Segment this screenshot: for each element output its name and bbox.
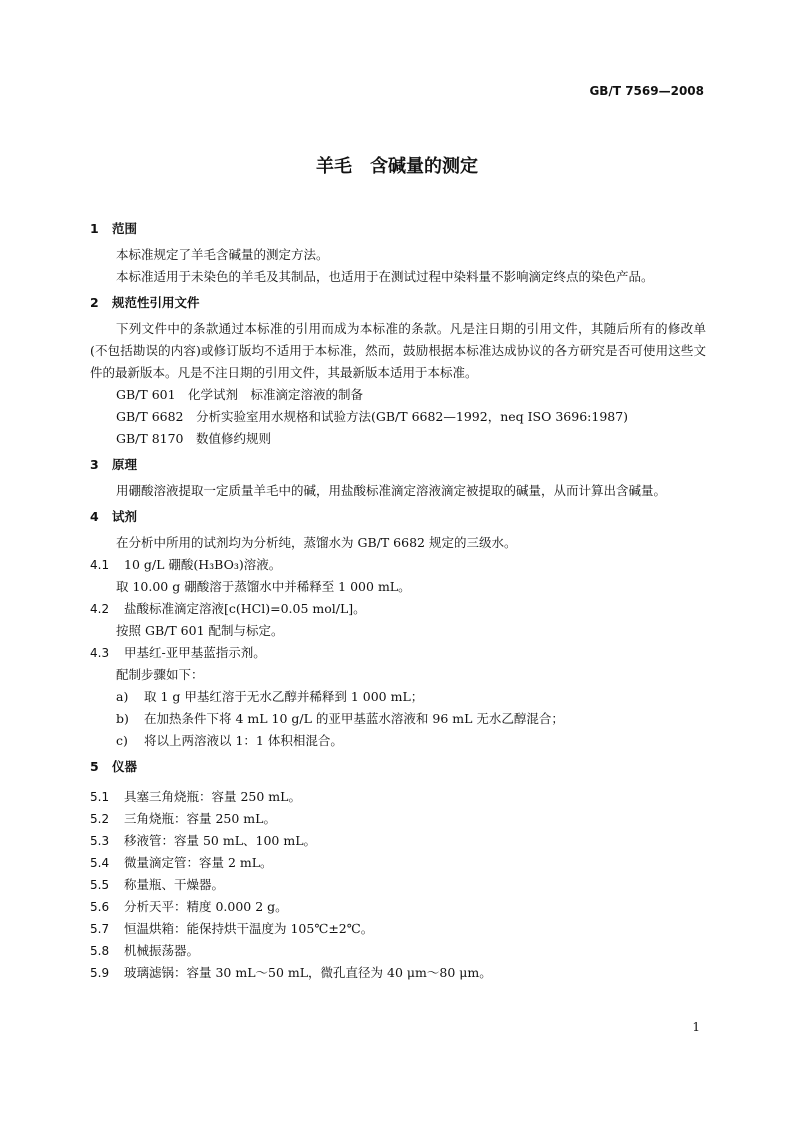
subclause-text: 盐酸标准滴定溶液[c(HCl)=0.05 mol/L]。 (124, 601, 366, 616)
section-4-heading (90, 502, 706, 532)
subclause-4-1 (90, 554, 706, 576)
list-item (90, 730, 706, 752)
page-number: 1 (692, 1020, 700, 1034)
subclause-5-4 (90, 852, 706, 874)
reference-item: GB/T 6682 分析实验室用水规格和试验方法(GB/T 6682—1992，neq ISO 3696:1987) (116, 409, 629, 424)
subclause-number: 5.1 (90, 790, 110, 804)
reference-item: GB/T 601 化学试剂 标准滴定溶液的制备 (116, 387, 364, 402)
subclause-text: 甲基红-亚甲基蓝指示剂。 (124, 645, 266, 660)
subclause-text: 微量滴定管：容量 2 mL。 (124, 855, 273, 870)
subclause-description: 按照 GB/T 601 配制与标定。 (116, 623, 284, 638)
subclause-text: 具塞三角烧瓶：容量 250 mL。 (124, 789, 301, 804)
list-item (90, 686, 706, 708)
subclause-number: 4.2 (90, 602, 110, 616)
subclause-5-5 (90, 874, 706, 896)
subclause-5-3 (90, 830, 706, 852)
subclause-text: 移液管：容量 50 mL、100 mL。 (124, 833, 316, 848)
section-number: 1 (90, 221, 99, 236)
section-title: 试剂 (112, 509, 138, 524)
subclause-number: 4.3 (90, 646, 110, 660)
subclause-text: 10 g/L 硼酸(H₃BO₃)溶液。 (124, 557, 282, 572)
subclause-5-6 (90, 896, 706, 918)
subclause-5-9 (90, 962, 706, 984)
section-number: 3 (90, 457, 99, 472)
subclause-number: 5.9 (90, 966, 110, 980)
list-item (90, 708, 706, 730)
section-title: 范围 (112, 221, 138, 236)
list-text: 在加热条件下将 4 mL 10 g/L 的亚甲基蓝水溶液和 96 mL 无水乙醇混合； (144, 711, 564, 726)
list-text: 取 1 g 甲基红溶于无水乙醇并稀释到 1 000 mL； (144, 689, 424, 704)
list-text: 将以上两溶液以 1：1 体积相混合。 (144, 733, 343, 748)
section-5-heading (90, 752, 706, 782)
paragraph: 下列文件中的条款通过本标准的引用而成为本标准的条款。凡是注日期的引用文件，其随后所有的修改单(不包括勘误的内容)或修订版均不适用于本标准，然而，鼓励根据本标准达成协议的各方研究是否可使用这些文件的最新版本。凡是不注日期的引用文件，其最新版本适用于本标准。 (90, 321, 706, 380)
document-body (90, 214, 706, 984)
section-title: 规范性引用文件 (112, 295, 200, 310)
subclause-4-3 (90, 642, 706, 664)
subclause-5-7 (90, 918, 706, 940)
subclause-number: 5.7 (90, 922, 110, 936)
section-number: 4 (90, 509, 99, 524)
subclause-number: 5.4 (90, 856, 110, 870)
subclause-text: 分析天平：精度 0.000 2 g。 (124, 899, 288, 914)
paragraph: 用硼酸溶液提取一定质量羊毛中的碱，用盐酸标准滴定溶液滴定被提取的碱量，从而计算出含碱量。 (116, 483, 667, 498)
paragraph: 本标准适用于未染色的羊毛及其制品，也适用于在测试过程中染料量不影响滴定终点的染色产品。 (116, 269, 654, 284)
section-number: 5 (90, 759, 99, 774)
subclause-text: 玻璃滤锅：容量 30 mL～50 mL，微孔直径为 40 μm～80 μm。 (124, 965, 492, 980)
subclause-number: 5.8 (90, 944, 110, 958)
section-2-heading (90, 288, 706, 318)
section-3-heading (90, 450, 706, 480)
paragraph: 在分析中所用的试剂均为分析纯，蒸馏水为 GB/T 6682 规定的三级水。 (116, 535, 517, 550)
list-label: b) (116, 711, 129, 726)
subclause-description: 取 10.00 g 硼酸溶于蒸馏水中并稀释至 1 000 mL。 (116, 579, 411, 594)
subclause-description: 配制步骤如下： (116, 667, 204, 682)
section-title: 仪器 (112, 759, 138, 774)
subclause-number: 5.6 (90, 900, 110, 914)
subclause-5-2 (90, 808, 706, 830)
section-title: 原理 (112, 457, 138, 472)
subclause-number: 4.1 (90, 558, 110, 572)
subclause-text: 机械振荡器。 (124, 943, 200, 958)
section-1-heading (90, 214, 706, 244)
subclause-text: 三角烧瓶：容量 250 mL。 (124, 811, 276, 826)
subclause-number: 5.3 (90, 834, 110, 848)
subclause-5-8 (90, 940, 706, 962)
list-label: a) (116, 689, 129, 704)
subclause-number: 5.5 (90, 878, 110, 892)
list-label: c) (116, 733, 128, 748)
section-number: 2 (90, 295, 99, 310)
subclause-number: 5.2 (90, 812, 110, 826)
standard-code: GB/T 7569—2008 (589, 84, 704, 98)
document-title: 羊毛 含碱量的测定 (316, 156, 478, 177)
subclause-5-1 (90, 786, 706, 808)
subclause-4-2 (90, 598, 706, 620)
subclause-text: 恒温烘箱：能保持烘干温度为 105℃±2℃。 (124, 921, 374, 936)
paragraph: 本标准规定了羊毛含碱量的测定方法。 (116, 247, 329, 262)
subclause-text: 称量瓶、干燥器。 (124, 877, 225, 892)
reference-item: GB/T 8170 数值修约规则 (116, 431, 272, 446)
